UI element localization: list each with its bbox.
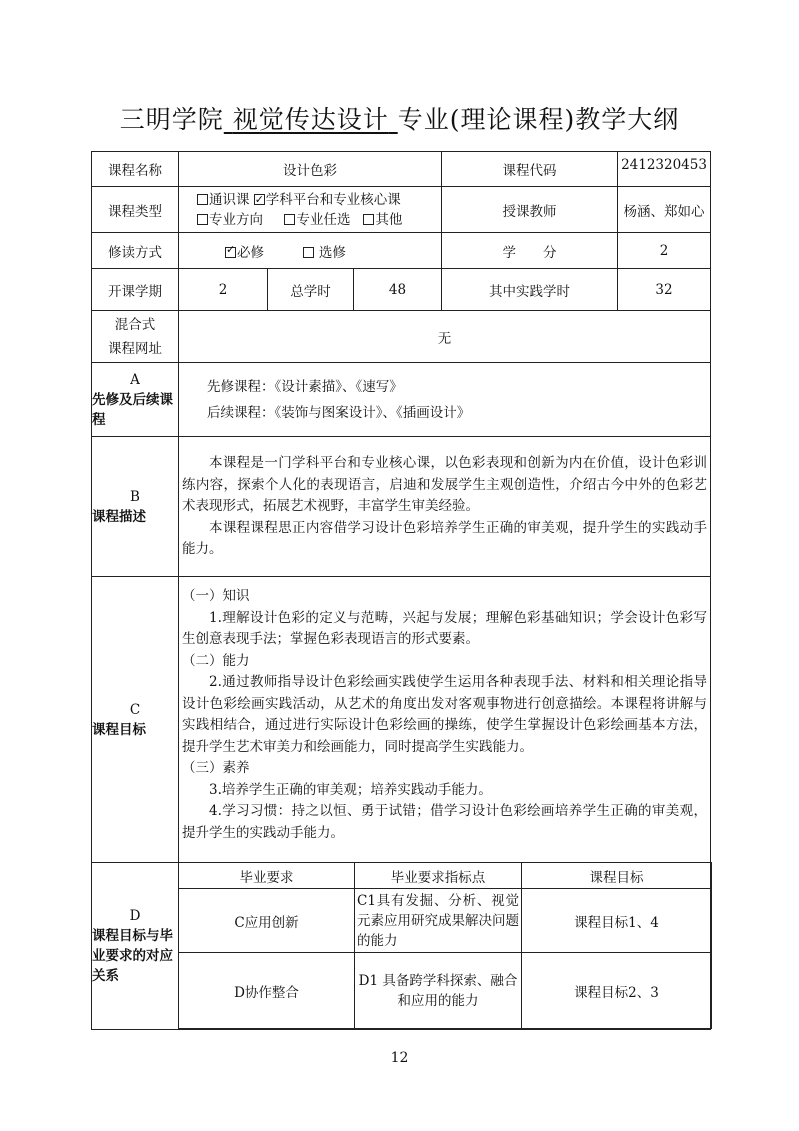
credit-label: 学 分 — [442, 233, 618, 269]
study-mode-label: 修读方式 — [92, 233, 179, 269]
document-title — [0, 100, 799, 136]
semester-label: 开课学期 — [92, 269, 179, 311]
graduation-req: C应用创新 — [179, 889, 355, 953]
title-suffix: 专业(理论课程)教学大纲 — [397, 105, 680, 134]
total-hours: 48 — [354, 269, 442, 311]
option-required[interactable]: ✓ 必修 — [225, 245, 264, 261]
option-core[interactable]: ✓ 学科平台和专业核心课 — [254, 192, 401, 208]
course-name: 设计色彩 — [179, 152, 442, 187]
row-course-type — [92, 187, 711, 233]
checkbox-core-checked[interactable] — [254, 194, 265, 205]
followup-courses: 后续课程：《装饰与图案设计》、《插画设计》 — [207, 404, 471, 421]
indicator: C1具有发掘、分析、视觉元素应用研究成果解决问题的能力 — [355, 889, 522, 953]
row-semester — [92, 269, 711, 311]
credit: 2 — [618, 233, 711, 269]
goal-heading-quality: （三）素养 — [182, 760, 250, 776]
mapping-header-row — [179, 863, 712, 889]
teacher: 杨涵、郑如心 — [618, 187, 711, 233]
course-code: 2412320453 — [618, 152, 711, 187]
teacher-label: 授课教师 — [442, 187, 618, 233]
checkbox-general[interactable] — [197, 194, 208, 205]
table-row — [179, 889, 712, 953]
course-description-1: 本课程是一门学科平台和专业核心课，以色彩表现和创新为内在价值，设计色彩训练内容，探索个人化的表现语言，启迪和发展学生主观创造性，介绍古今中外的色彩艺术表现形式，拓展艺术视野，丰富学生审美经验。 — [182, 455, 708, 514]
semester: 2 — [179, 269, 268, 311]
course-goal: 课程目标2、3 — [522, 953, 712, 1029]
checkbox-direction[interactable] — [197, 214, 208, 225]
header-course-goal: 课程目标 — [522, 863, 712, 889]
section-c-content — [179, 577, 711, 863]
section-b-label: B 课程描述 — [92, 437, 179, 577]
syllabus-table — [91, 151, 711, 1030]
course-goal: 课程目标1、4 — [522, 889, 712, 953]
checkbox-optional[interactable] — [303, 247, 314, 258]
indicator: D1 具备跨学科探索、融合和应用的能力 — [355, 953, 522, 1029]
row-course-url — [92, 311, 711, 363]
option-elective[interactable]: 专业任选 — [284, 212, 350, 228]
row-section-b — [92, 437, 711, 577]
option-direction[interactable]: 专业方向 — [197, 212, 263, 228]
course-type-label: 课程类型 — [92, 187, 179, 233]
option-optional[interactable]: 选修 — [303, 245, 346, 261]
course-name-label: 课程名称 — [92, 152, 179, 187]
section-a-content — [179, 363, 711, 437]
option-general[interactable]: 通识课 — [197, 192, 250, 208]
checkbox-required-checked[interactable] — [225, 247, 236, 258]
total-hours-label: 总学时 — [268, 269, 354, 311]
section-b-content — [179, 437, 711, 577]
row-study-mode — [92, 233, 711, 269]
practice-hours: 32 — [618, 269, 711, 311]
mapping-table — [178, 862, 712, 1029]
goal-knowledge: 1.理解设计色彩的定义与范畴，兴起与发展；理解色彩基础知识；学会设计色彩写生创意表现手法；掌握色彩表现语言的形式要素。 — [182, 609, 708, 647]
goal-ability: 2.通过教师指导设计色彩绘画实践使学生运用各种表现手法、材料和相关理论指导设计色彩绘画实践活动，从艺术的角度出发对客观事物进行创意描绘。本课程将讲解与实践相结合，通过进行实际设计色彩绘画的操练，使学生掌握设计色彩绘画基本方法，提升学生艺术审美力和绘画能力，同时提高学生实践能力。 — [182, 674, 708, 755]
header-indicator: 毕业要求指标点 — [355, 863, 522, 889]
checkbox-elective[interactable] — [284, 214, 295, 225]
title-major: 视觉传达设计 — [232, 105, 389, 134]
course-url-label: 混合式 课程网址 — [92, 311, 179, 363]
goal-heading-ability: （二）能力 — [182, 652, 250, 669]
practice-hours-label: 其中实践学时 — [442, 269, 618, 311]
row-section-d — [92, 863, 711, 1030]
section-d-content — [179, 863, 711, 1030]
course-url: 无 — [179, 311, 711, 363]
study-mode-options — [179, 233, 442, 269]
table-row — [179, 953, 712, 1029]
section-d-label: D 课程目标与毕业要求的对应关系 — [92, 863, 179, 1030]
checkbox-other[interactable] — [363, 214, 374, 225]
course-type-options — [179, 187, 442, 233]
option-other[interactable]: 其他 — [363, 212, 402, 228]
goal-quality-2: 4.学习习惯：持之以恒、勇于试错；借学习设计色彩绘画培养学生正确的审美观，提升学生的实践动手能力。 — [182, 803, 708, 841]
title-prefix: 三明学院 — [119, 105, 224, 134]
row-course-name — [92, 152, 711, 187]
goal-quality-1: 3.培养学生正确的审美观；培养实践动手能力。 — [209, 781, 492, 798]
section-a-label: A 先修及后续课程 — [92, 363, 179, 437]
goal-heading-knowledge: （一）知识 — [182, 588, 250, 604]
course-description-2: 本课程课程思正内容借学习设计色彩培养学生正确的审美观，提升学生的实践动手能力。 — [182, 519, 708, 557]
page-number: 12 — [390, 1050, 409, 1066]
row-section-a — [92, 363, 711, 437]
section-c-label: C 课程目标 — [92, 577, 179, 863]
graduation-req: D协作整合 — [179, 953, 355, 1029]
header-graduation-req: 毕业要求 — [179, 863, 355, 889]
prerequisite-courses: 先修课程：《设计素描》、《速写》 — [207, 378, 403, 395]
row-section-c — [92, 577, 711, 863]
course-code-label: 课程代码 — [442, 152, 618, 187]
